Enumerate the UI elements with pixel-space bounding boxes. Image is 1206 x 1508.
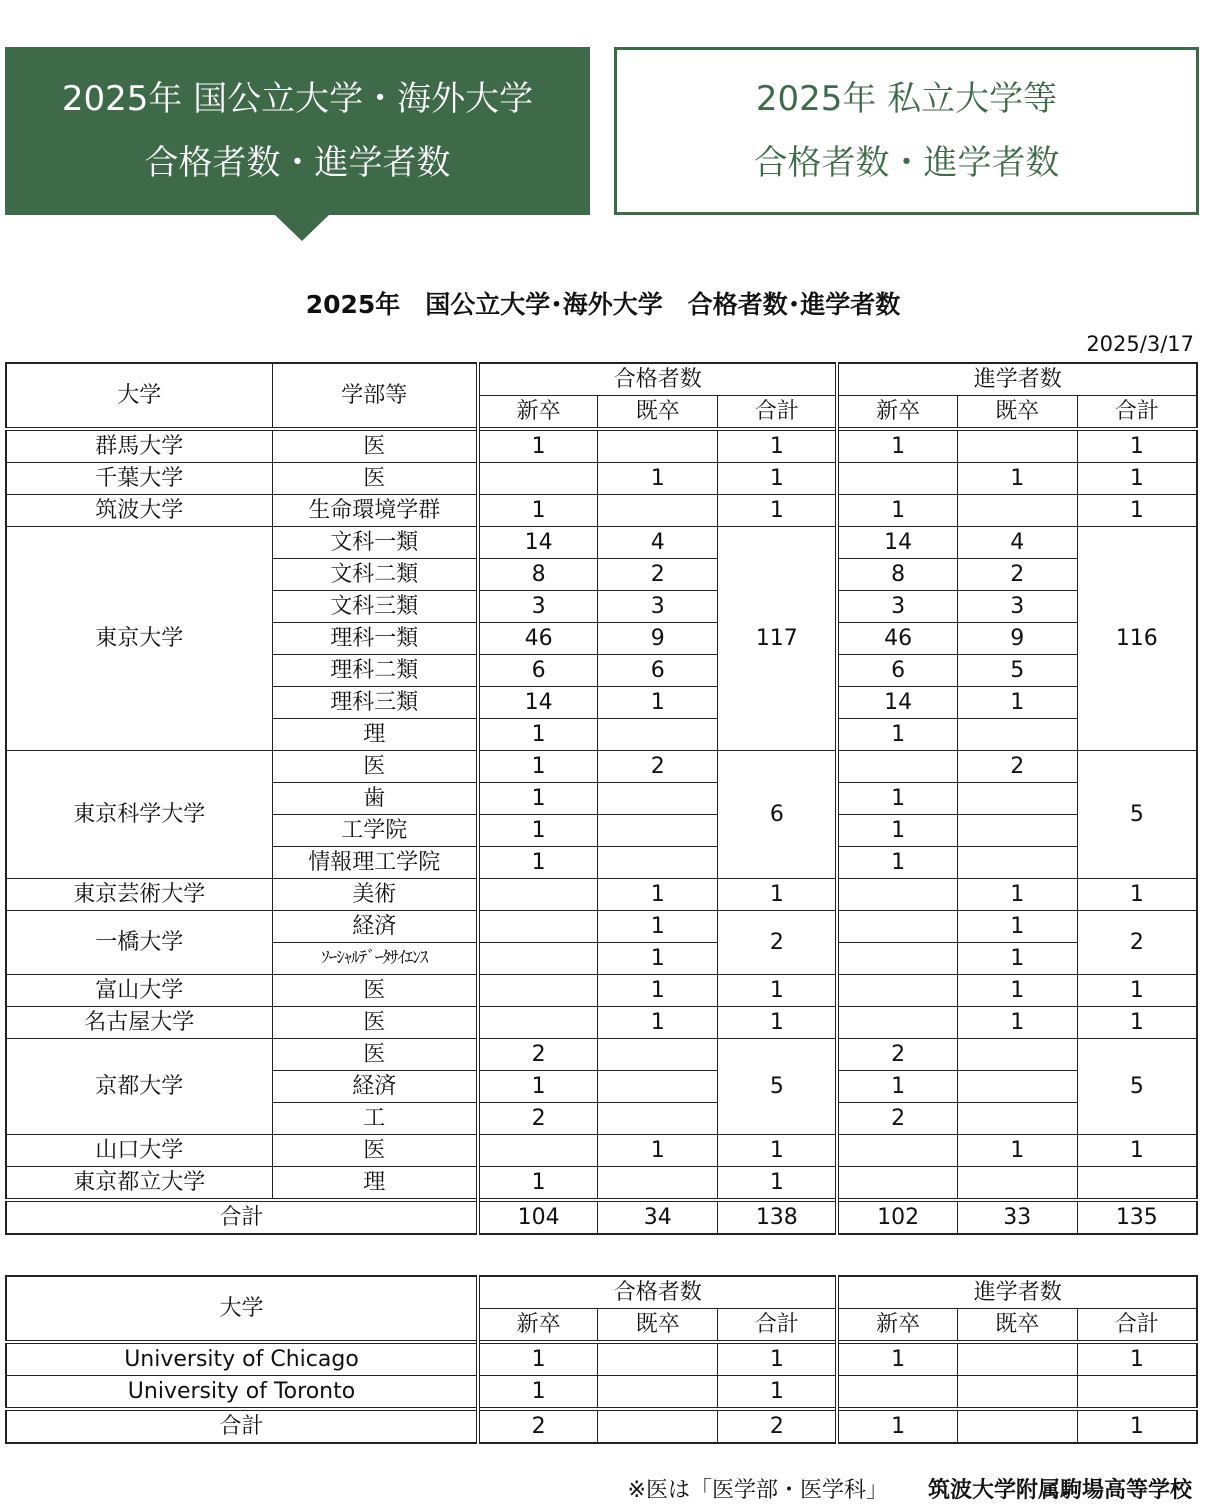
passed-new: 1: [478, 1376, 598, 1410]
table-row: [6, 1167, 1197, 1201]
faculty-name: 生命環境学群: [272, 495, 478, 527]
enrolled-old: 5: [957, 655, 1077, 687]
header-passed: 合格者数: [478, 1276, 837, 1309]
enrolled-new: 1: [837, 847, 957, 879]
header-old: 既卒: [957, 1309, 1077, 1343]
passed-total: 6: [718, 751, 838, 879]
enrolled-total: 5: [1077, 1039, 1197, 1135]
table-row: [6, 1376, 1197, 1410]
enrolled-old: [957, 1071, 1077, 1103]
enrolled-old: 2: [957, 559, 1077, 591]
enrolled-old: [957, 815, 1077, 847]
date: 2025/3/17: [1086, 332, 1194, 356]
table-row: [6, 751, 1197, 783]
enrolled-old: [957, 1103, 1077, 1135]
passed-total: 1: [718, 1342, 838, 1376]
faculty-name: 文科一類: [272, 527, 478, 559]
table-row: [6, 1039, 1197, 1071]
overseas-table: [5, 1275, 1198, 1444]
passed-old: 2: [598, 751, 718, 783]
header-enrolled: 進学者数: [837, 363, 1197, 396]
passed-new: 3: [478, 591, 598, 623]
enrolled-total: 1: [1077, 463, 1197, 495]
enrolled-new: 1: [837, 1071, 957, 1103]
passed-new: 14: [478, 527, 598, 559]
enrolled-old: [957, 1039, 1077, 1071]
faculty-name: 理科二類: [272, 655, 478, 687]
passed-total: 1: [718, 1167, 838, 1201]
table-title: 2025年 国公立大学･海外大学 合格者数･進学者数: [305, 290, 901, 319]
table-row: [6, 1007, 1197, 1039]
enrolled-old: [957, 783, 1077, 815]
passed-old: [598, 1409, 718, 1443]
header-faculty: 学部等: [272, 363, 478, 429]
enrolled-total: 116: [1077, 527, 1197, 751]
passed-new: 2: [478, 1103, 598, 1135]
passed-total: 1: [718, 429, 838, 463]
passed-old: [598, 783, 718, 815]
passed-old: [598, 1376, 718, 1410]
header-univ: 大学: [6, 363, 272, 429]
enrolled-new: 102: [837, 1200, 957, 1234]
header-new: 新卒: [837, 396, 957, 430]
school-name: 筑波大学附属駒場高等学校: [927, 1478, 1192, 1503]
enrolled-old: 9: [957, 623, 1077, 655]
header-total: 合計: [718, 1309, 838, 1343]
passed-new: [478, 911, 598, 943]
enrolled-new: 6: [837, 655, 957, 687]
tab-line2: 合格者数・進学者数: [144, 143, 451, 183]
passed-new: 1: [478, 815, 598, 847]
header-old: 既卒: [598, 396, 718, 430]
university-name: 東京科学大学: [6, 751, 272, 879]
faculty-name: 医: [272, 1039, 478, 1071]
university-name: 東京芸術大学: [6, 879, 272, 911]
enrolled-total: 1: [1077, 1007, 1197, 1039]
passed-old: 2: [598, 559, 718, 591]
enrolled-new: [837, 1376, 957, 1410]
faculty-name: 文科三類: [272, 591, 478, 623]
enrolled-total: 1: [1077, 1409, 1197, 1443]
faculty-name: 工: [272, 1103, 478, 1135]
passed-total: 2: [718, 911, 838, 975]
passed-new: [478, 1135, 598, 1167]
passed-old: [598, 719, 718, 751]
header-new: 新卒: [478, 396, 598, 430]
faculty-name: 情報理工学院: [272, 847, 478, 879]
faculty-name: 理科三類: [272, 687, 478, 719]
header-new: 新卒: [837, 1309, 957, 1343]
enrolled-old: [957, 1167, 1077, 1201]
passed-new: 1: [478, 429, 598, 463]
passed-new: 14: [478, 687, 598, 719]
passed-new: 1: [478, 751, 598, 783]
enrolled-new: 1: [837, 495, 957, 527]
passed-old: 34: [598, 1200, 718, 1234]
passed-old: 9: [598, 623, 718, 655]
enrolled-old: 33: [957, 1200, 1077, 1234]
passed-old: [598, 1167, 718, 1201]
header-total: 合計: [718, 396, 838, 430]
university-name: 筑波大学: [6, 495, 272, 527]
passed-old: [598, 1342, 718, 1376]
passed-new: [478, 463, 598, 495]
enrolled-new: 1: [837, 1342, 957, 1376]
university-name: 富山大学: [6, 975, 272, 1007]
total-label: 合計: [6, 1409, 478, 1443]
enrolled-new: 14: [837, 527, 957, 559]
passed-new: 1: [478, 719, 598, 751]
university-name: 山口大学: [6, 1135, 272, 1167]
university-name: 東京大学: [6, 527, 272, 751]
faculty-name: 経済: [272, 1071, 478, 1103]
enrolled-new: 14: [837, 687, 957, 719]
passed-old: [598, 847, 718, 879]
passed-new: 1: [478, 495, 598, 527]
passed-old: [598, 429, 718, 463]
passed-new: 1: [478, 1342, 598, 1376]
passed-new: 8: [478, 559, 598, 591]
table-row: [6, 879, 1197, 911]
passed-new: 1: [478, 1071, 598, 1103]
faculty-name: 医: [272, 1007, 478, 1039]
enrolled-old: 4: [957, 527, 1077, 559]
enrolled-old: [957, 495, 1077, 527]
enrolled-old: 1: [957, 687, 1077, 719]
passed-old: [598, 1071, 718, 1103]
enrolled-new: [837, 751, 957, 783]
enrolled-new: [837, 943, 957, 975]
enrolled-total: 1: [1077, 879, 1197, 911]
passed-new: [478, 943, 598, 975]
header-old: 既卒: [957, 396, 1077, 430]
faculty-name: 理: [272, 719, 478, 751]
passed-old: [598, 495, 718, 527]
passed-new: 2: [478, 1039, 598, 1071]
header-passed: 合格者数: [478, 363, 837, 396]
table-row: [6, 429, 1197, 463]
table-row: [6, 975, 1197, 1007]
enrolled-new: 1: [837, 815, 957, 847]
table-row: [6, 911, 1197, 943]
enrolled-total: 1: [1077, 429, 1197, 463]
faculty-name: 医: [272, 463, 478, 495]
passed-old: 1: [598, 687, 718, 719]
enrolled-new: [837, 1167, 957, 1201]
enrolled-total: [1077, 1167, 1197, 1201]
passed-new: 1: [478, 1167, 598, 1201]
passed-new: [478, 975, 598, 1007]
tab-national-overseas[interactable]: [5, 47, 590, 215]
enrolled-new: [837, 879, 957, 911]
total-row: [6, 1409, 1197, 1443]
enrolled-new: [837, 975, 957, 1007]
passed-new: [478, 1007, 598, 1039]
enrolled-new: 2: [837, 1103, 957, 1135]
enrolled-total: 1: [1077, 1135, 1197, 1167]
faculty-name: ｿｰｼｬﾙﾃﾞｰﾀｻｲｴﾝｽ: [272, 943, 478, 975]
passed-total: 1: [718, 463, 838, 495]
university-name: 一橋大学: [6, 911, 272, 975]
passed-old: 1: [598, 1007, 718, 1039]
enrolled-new: 8: [837, 559, 957, 591]
tab-line2: 合格者数・進学者数: [753, 143, 1060, 183]
passed-old: [598, 1103, 718, 1135]
enrolled-new: [837, 463, 957, 495]
enrolled-total: 1: [1077, 1342, 1197, 1376]
passed-total: 5: [718, 1039, 838, 1135]
passed-total: 2: [718, 1409, 838, 1443]
enrolled-old: 2: [957, 751, 1077, 783]
enrolled-old: [957, 1409, 1077, 1443]
passed-new: [478, 879, 598, 911]
passed-old: 1: [598, 1135, 718, 1167]
passed-new: 1: [478, 847, 598, 879]
enrolled-old: 1: [957, 1007, 1077, 1039]
university-name: 京都大学: [6, 1039, 272, 1135]
passed-old: 1: [598, 943, 718, 975]
passed-total: 1: [718, 879, 838, 911]
passed-old: 1: [598, 463, 718, 495]
table-row: [6, 463, 1197, 495]
enrolled-new: 1: [837, 783, 957, 815]
faculty-name: 医: [272, 975, 478, 1007]
passed-total: 1: [718, 975, 838, 1007]
university-name: 東京都立大学: [6, 1167, 272, 1201]
header-total: 合計: [1077, 1309, 1197, 1343]
header-enrolled: 進学者数: [837, 1276, 1197, 1309]
enrolled-old: [957, 1342, 1077, 1376]
passed-new: 104: [478, 1200, 598, 1234]
total-row: [6, 1200, 1197, 1234]
total-label: 合計: [6, 1200, 478, 1234]
enrolled-new: 1: [837, 1409, 957, 1443]
passed-total: 138: [718, 1200, 838, 1234]
enrolled-old: 1: [957, 911, 1077, 943]
passed-old: 3: [598, 591, 718, 623]
table-row: [6, 1135, 1197, 1167]
enrolled-old: [957, 719, 1077, 751]
table-row: [6, 1342, 1197, 1376]
university-name: University of Chicago: [6, 1342, 478, 1376]
header-total: 合計: [1077, 396, 1197, 430]
passed-total: 1: [718, 1007, 838, 1039]
enrolled-old: [957, 429, 1077, 463]
passed-old: 1: [598, 975, 718, 1007]
enrolled-old: 1: [957, 1135, 1077, 1167]
passed-total: 1: [718, 495, 838, 527]
faculty-name: 美術: [272, 879, 478, 911]
faculty-name: 理科一類: [272, 623, 478, 655]
faculty-name: 医: [272, 429, 478, 463]
enrolled-new: [837, 1007, 957, 1039]
university-name: 群馬大学: [6, 429, 272, 463]
enrolled-new: 46: [837, 623, 957, 655]
university-name: 千葉大学: [6, 463, 272, 495]
faculty-name: 歯: [272, 783, 478, 815]
header-univ: 大学: [6, 1276, 478, 1342]
table-row: [6, 495, 1197, 527]
passed-old: 4: [598, 527, 718, 559]
tab-line1: 2025年 私立大学等: [755, 79, 1058, 119]
enrolled-total: 2: [1077, 911, 1197, 975]
university-name: 名古屋大学: [6, 1007, 272, 1039]
passed-total: 1: [718, 1135, 838, 1167]
university-name: University of Toronto: [6, 1376, 478, 1410]
enrolled-old: 1: [957, 943, 1077, 975]
faculty-name: 工学院: [272, 815, 478, 847]
passed-total: 1: [718, 1376, 838, 1410]
passed-new: 1: [478, 783, 598, 815]
enrolled-total: [1077, 1376, 1197, 1410]
enrolled-old: [957, 847, 1077, 879]
enrolled-new: 2: [837, 1039, 957, 1071]
tab-private[interactable]: [614, 47, 1199, 215]
domestic-table: [5, 362, 1198, 1235]
footnote: ※医は「医学部・医学科」: [627, 1478, 888, 1503]
enrolled-old: 1: [957, 879, 1077, 911]
passed-old: 1: [598, 911, 718, 943]
enrolled-total: 1: [1077, 975, 1197, 1007]
enrolled-new: 3: [837, 591, 957, 623]
passed-new: 46: [478, 623, 598, 655]
enrolled-total: 1: [1077, 495, 1197, 527]
faculty-name: 医: [272, 751, 478, 783]
passed-old: 6: [598, 655, 718, 687]
tab-line1: 2025年 国公立大学・海外大学: [61, 79, 534, 119]
faculty-name: 医: [272, 1135, 478, 1167]
enrolled-new: 1: [837, 429, 957, 463]
passed-old: [598, 1039, 718, 1071]
passed-new: 6: [478, 655, 598, 687]
enrolled-total: 135: [1077, 1200, 1197, 1234]
header-old: 既卒: [598, 1309, 718, 1343]
passed-total: 117: [718, 527, 838, 751]
passed-old: 1: [598, 879, 718, 911]
faculty-name: 経済: [272, 911, 478, 943]
enrolled-old: 3: [957, 591, 1077, 623]
footer: [628, 1473, 1192, 1504]
faculty-name: 理: [272, 1167, 478, 1201]
faculty-name: 文科二類: [272, 559, 478, 591]
enrolled-old: [957, 1376, 1077, 1410]
enrolled-old: 1: [957, 975, 1077, 1007]
enrolled-old: 1: [957, 463, 1077, 495]
enrolled-new: [837, 911, 957, 943]
enrolled-total: 5: [1077, 751, 1197, 879]
header-new: 新卒: [478, 1309, 598, 1343]
table-row: [6, 527, 1197, 559]
passed-new: 2: [478, 1409, 598, 1443]
enrolled-new: 1: [837, 719, 957, 751]
passed-old: [598, 815, 718, 847]
enrolled-new: [837, 1135, 957, 1167]
